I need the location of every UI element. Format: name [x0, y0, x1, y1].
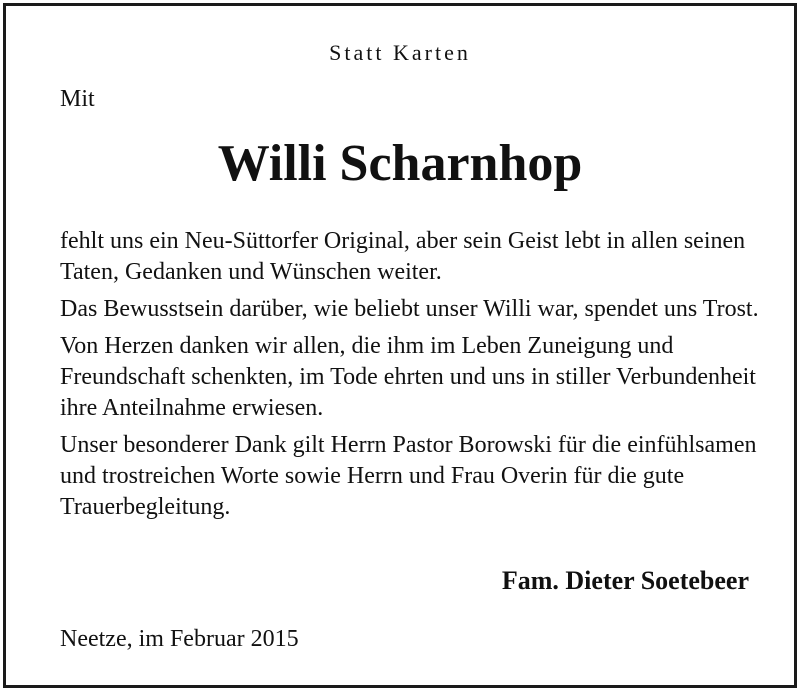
- family-signature: Fam. Dieter Soetebeer: [501, 566, 749, 595]
- intro-text: Mit: [60, 86, 95, 112]
- deceased-name: Willi Scharnhop: [217, 135, 583, 192]
- paragraph-1: fehlt uns ein Neu-Süttorfer Original, aber sein Geist lebt in allen seinen Taten, Gedanken und Wünschen weiter.: [60, 228, 746, 285]
- paragraph-3: Von Herzen danken wir allen, die ihm im Leben Zuneigung und Freundschaft schenkten, im Tode ehrten und uns in stiller Verbundenheit ihre Anteilnahme erwiesen.: [60, 333, 756, 421]
- paragraph-4: Unser besonderer Dank gilt Herrn Pastor Borowski für die einfühlsamen und trostreichen Worte sowie Herrn und Frau Overin für die gute Trauerbegleitung.: [60, 432, 757, 520]
- place-date: Neetze, im Februar 2015: [60, 626, 299, 652]
- obituary-notice: [3, 3, 797, 688]
- paragraph-2: Das Bewusstsein darüber, wie beliebt unser Willi war, spendet uns Trost.: [60, 296, 759, 322]
- notice-header: Statt Karten: [329, 40, 471, 65]
- notice-body: [60, 226, 760, 529]
